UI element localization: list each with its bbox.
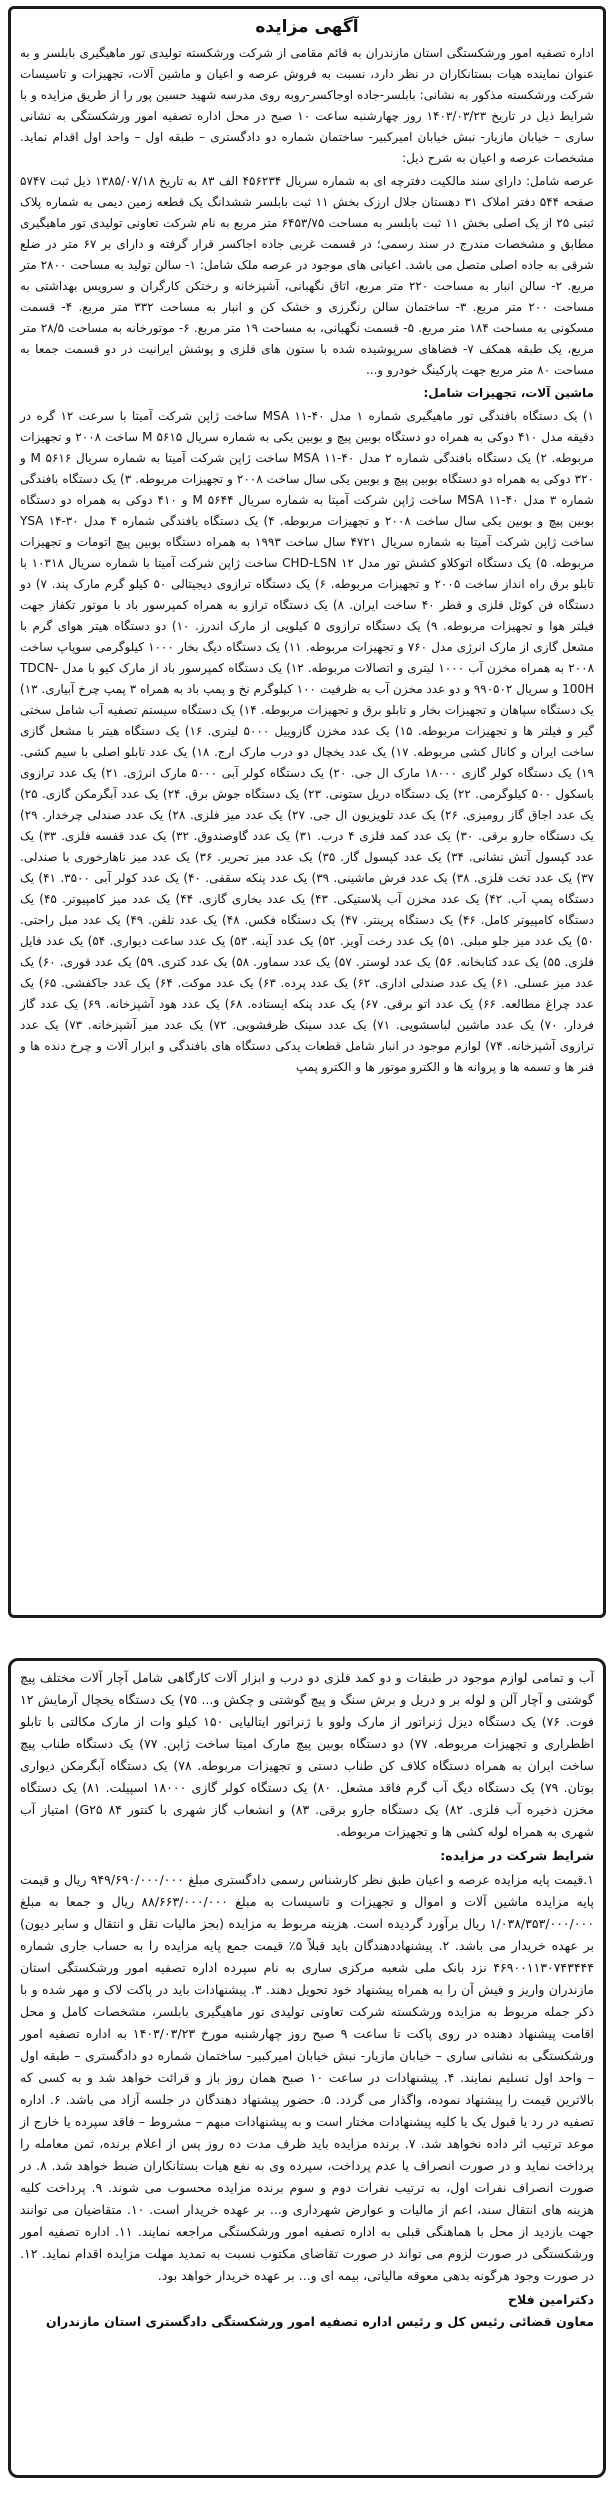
land-and-buildings-description: عرصه شامل: دارای سند مالکیت دفترچه ای به شماره سریال ۴۵۶۲۳۴ الف ۸۳ به تاریخ ۱۳۸۵/۰۷/۱۸ ذیل ثبت ۵۷۴۷ صفحه ۵۴۴ دفتر املاک ۳۱ دهستان جلال ارزک بخش ۱۱ ثبت بابلسر ششدانگ یک قطعه زمین دیمی به شماره پلاک ثبتی ۲۵ از یک اصلی بخش ۱۱ ثبت بابلسر به مساحت ۶۴۵۳/۷۵ متر مربع به نام شرکت تعاونی تولیدی تور ماهیگیری مطابق و مشخصات مندرج در سند رسمی؛ در قسمت غربی جاده اجاکسر قرار گرفته و دارای بر ۶۷ متر در ضلع شرقی به جاده اصلی متصل می باشد. اعیانی های موجود در عرصه ملک شامل: ۱- سالن تولید به مساحت ۲۸۰۰ متر مربع. ۲- سالن انبار به مساحت ۲۲۰ متر مربع، اتاق نگهبانی، آشپزخانه و رختکن کارگران و سرویس بهداشتی به مساحت ۲۰۰ متر مربع. ۳- ساختمان سالن رنگرزی و خشک کن و انبار به مساحت ۳۳۲ متر مربع. ۴- قسمت مسکونی به مساحت ۱۸۴ متر مربع. ۵- قسمت نگهبانی، به مساحت ۱۹ متر مربع. ۶- موتورخانه به مساحت ۲۸/۵ متر مربع، یک طبقه همکف ۷- فضاهای سرپوشیده شده با ستون های فلزی و پوشش ایرانیت در دو قسمت جمعا به مساحت ۸۰ متر مربع جهت پارکینگ خودرو و...: [20, 174, 595, 377]
notice-title: آگهی مزایده: [255, 17, 359, 37]
machinery-list: ۱) یک دستگاه بافندگی تور ماهیگیری شماره ۱ مدل ۴۰-۱۱ MSA ساخت ژاپن شرکت آمیتا با سرعت ۱۲ گره در دقیقه مدل ۴۱۰ دوکی به همراه دو دستگاه بوبین پیچ و بوبین یکی به شماره سریال ۵۶۱۵ M ساخت ۲۰۰۸ و تجهیزات مربوطه. ۲) یک دستگاه بافندگی شماره ۲ مدل ۴۰-۱۱ MSA ساخت ژاپن شرکت آمیتا به شماره سریال ۵۶۱۶ M و ۳۲۰ دوکی به همراه دو دستگاه بوبین پیچ و بوبین یکی سال ساخت ۲۰۰۸ و تجهیزات مربوطه. ۳) یک دستگاه بافندگی شماره ۳ مدل ۴۰-۱۱ MSA ساخت ژاپن شرکت آمیتا به شماره سریال ۵۶۴۴ M و ۴۱۰ دوکی به همراه دو دستگاه بوبین پیچ و بوبین یکی سال ساخت ۲۰۰۸ و تجهیزات مربوطه. ۴) یک دستگاه بافندگی شماره ۴ مدل ۳۰-۱۴ YSA ساخت ژاپن شرکت آمیتا به شماره سریال ۴۷۲۱ سال ساخت ۱۹۹۳ به همراه دستگاه بوبین پیچ اتومات و تجهیزات مربوطه. ۵) یک دستگاه اتوکلاو کشش تور مدل CHD-LSN ۱۲ ساخت ژاپن شرکت آمیتا با شماره سریال ۱۰۳۱۸ با تابلو برق راه انداز ساخت ۲۰۰۵ و تجهیزات مربوطه. ۶) یک دستگاه ترازوی دیجیتالی ۵۰ کیلو گرم مارک پند. ۷) دو دستگاه فن کوئل فلزی و قطر ۴۰ ساخت ایران. ۸) یک دستگاه ترازو به همراه کمپرسور باد با موتور تکفاز جهت فیلتر هوا و تجهیزات مربوطه. ۹) یک دستگاه ترازوی ۵ کیلویی از مارک اندرز. ۱۰) دو دستگاه هیتر هوای گرم با مشعل گازی از مارک انرژی مدل ۷۶۰ و تجهیزات مربوطه. ۱۱) یک دستگاه دیگ بخار ۱۰۰۰ کیلوگرمی سوپاپ ساخت ۲۰۰۸ به همراه مخزن آب ۱۰۰۰ لیتری و اتصالات مربوطه. ۱۲) یک دستگاه کمپرسور باد از مارک کیو با مدل TDCN-100H و سریال ۹۹۰۵۰۲ و دو عدد مخزن آب به ظرفیت ۱۰۰ کیلوگرم نخ و پمپ باد به همراه ۳ پمپ چرخ آبیاری. ۱۳) یک دستگاه سپاهان و تجهیزات بخار و تابلو برق و تجهیزات مربوطه. ۱۴) یک دستگاه سیستم تصفیه آب شامل سختی گیر و فیلتر ها و تجهیزات مربوطه. ۱۵) یک عدد مخزن گازوییل ۵۰۰۰ لیتری. ۱۶) یک دستگاه هیتر با مشعل گازی ساخت ایران و کانال کشی مربوطه. ۱۷) یک عدد یخچال دو درب مارک ارج. ۱۸) یک عدد تابلو اصلی با سیم کشی. ۱۹) یک دستگاه کولر گازی ۱۸۰۰۰ مارک ال جی. ۲۰) یک دستگاه کولر آبی ۵۰۰۰ مارک انرژی. ۲۱) یک عدد ترازوی باسکول ۵۰۰ کیلوگرمی. ۲۲) یک دستگاه دریل ستونی. ۲۳) یک دستگاه جوش برق. ۲۴) یک عدد آبگرمکن گازی. ۲۵) یک عدد اجاق گاز رومیزی. ۲۶) یک عدد تلویزیون ال جی. ۲۷) یک عدد میز فلزی. ۲۸) یک عدد صندلی چرخدار. ۲۹) یک دستگاه جارو برقی. ۳۰) یک عدد کمد فلزی ۴ درب. ۳۱) یک عدد گاوصندوق. ۳۲) یک عدد قفسه فلزی. ۳۳) یک عدد کپسول آتش نشانی. ۳۴) یک عدد کپسول گاز. ۳۵) یک عدد میز تحریر. ۳۶) یک عدد میز ناهارخوری با صندلی. ۳۷) یک عدد تخت فلزی. ۳۸) یک عدد فرش ماشینی. ۳۹) یک عدد پنکه سقفی. ۴۰) یک عدد کولر آبی ۳۵۰۰. ۴۱) یک دستگاه پمپ آب. ۴۲) یک عدد مخزن آب پلاستیکی. ۴۳) یک عدد بخاری گازی. ۴۴) یک عدد میز کامپیوتر. ۴۵) یک دستگاه کامپیوتر کامل. ۴۶) یک دستگاه پرینتر. ۴۷) یک دستگاه فکس. ۴۸) یک عدد تلفن. ۴۹) یک عدد مبل راحتی. ۵۰) یک عدد میز جلو مبلی. ۵۱) یک عدد رخت آویز. ۵۲) یک عدد آینه. ۵۳) یک عدد ساعت دیواری. ۵۴) یک عدد فایل فلزی. ۵۵) یک عدد کتابخانه. ۵۶) یک عدد لوستر. ۵۷) یک عدد سماور. ۵۸) یک عدد کتری. ۵۹) یک عدد قوری. ۶۰) یک عدد میز عسلی. ۶۱) یک عدد صندلی اداری. ۶۲) یک عدد پرده. ۶۳) یک عدد موکت. ۶۴) یک عدد جاکفشی. ۶۵) یک عدد چراغ مطالعه. ۶۶) یک عدد اتو برقی. ۶۷) یک عدد پنکه ایستاده. ۶۸) یک عدد هود آشپزخانه. ۶۹) یک عدد گاز فردار. ۷۰) یک عدد ماشین لباسشویی. ۷۱) یک عدد سینک ظرفشویی. ۷۲) یک عدد میز آشپزخانه. ۷۳) یک عدد ترازوی آشپزخانه. ۷۴) لوازم موجود در انبار شامل قطعات یدکی دستگاه های بافندگی و ابزار آلات و چرخ دنده ها و فنر ها و تسمه ها و پروانه ها و الکترو موتور ها و الکترو پمپ: [20, 409, 595, 1074]
terms-heading: شرایط شرکت در مزایده:: [440, 1848, 594, 1863]
machinery-heading: ماشین آلات، تجهیزات شامل:: [423, 386, 594, 400]
signatory-name: دکترامین فلاح: [508, 2292, 594, 2307]
equipment-list-continued: آب و تمامی لوازم موجود در طبقات و دو کمد فلزی دو درب و ابزار آلات کارگاهی شامل آچار آلات مختلف پیچ گوشتی و آچار آلن و لوله بر و دریل و برش سنگ و پیچ گوشتی و چکش و... ۷۵) یک دستگاه یخچال آرمایش ۱۲ فوت. ۷۶) یک دستگاه دیزل ژنراتور از مارک ولوو با ژنراتور ایتالیایی ۱۵۰ کیلو وات از مارک مکالتی با تابلو اظطراری و تجهیزات مربوطه. ۷۷) دو دستگاه بوبین پیچ مارک امیتا ساخت ژاپن. ۷۷) یک دستگاه طناب پیچ ساخت ایران به همراه دستگاه کلاف کن طناب دستی و تجهیزات مربوطه. ۷۸) یک دستگاه آبگرمکن دیواری بوتان. ۷۹) یک دستگاه دیگ آب گرم فاقد مشعل. ۸۰) یک دستگاه کولر گازی ۱۸۰۰۰ اسپیلت. ۸۱) یک دستگاه مخزن ذخیره آب فلزی. ۸۲) یک دستگاه جارو برقی. ۸۳) و انشعاب گاز شهری با کنتور G۲۵ ۸۴) امتیاز آب شهری به همراه لوله کشی ها و تجهیزات مربوطه.: [20, 1670, 595, 1839]
auction-terms-box: [8, 1658, 606, 2478]
auction-notice-box: [8, 6, 606, 1618]
terms-conditions: ۱.قیمت پایه مزایده عرصه و اعیان طبق نظر کارشناس رسمی دادگستری مبلغ ۹۴۹/۶۹۰/۰۰۰/۰۰۰ ریال و قیمت پایه مزایده ماشین آلات و اموال و تجهیزات و تاسیسات به مبلغ ۸۸/۶۶۳/۰۰۰/۰۰۰ ریال و جمعا به مبلغ ۱/۰۳۸/۳۵۳/۰۰۰/۰۰۰ ریال برآورد گردیده است. هزینه مربوط به مزایده (بجز مالیات نقل و انتقال و سایر دیون) بر عهده خریدار می باشد. ۲. پیشنهاددهندگان باید قبلاً ۵٪ قیمت جمع پایه مزایده را به حساب جاری شماره ۴۶۹۰۰۱۱۳۰۷۴۳۴۴۴ نزد بانک ملی شعبه مرکزی ساری به نام سپرده اداره تصفیه امور ورشکستگی استان مازندران واریز و فیش آن را به همراه پیشنهاد خود تحویل دهند. ۳. پیشنهادات باید در پاکت لاک و مهر شده و با ذکر جمله مربوط به مزایده ورشکسته شرکت تعاونی تولیدی تور ماهیگیری بابلسر، مشخصات کامل و محل اقامت پیشنهاد دهنده در روی پاکت تا ساعت ۹ صبح روز چهارشنبه مورخ ۱۴۰۳/۰۳/۲۳ به اداره تصفیه امور ورشکستگی به نشانی ساری – خیابان مازیار- نبش خیابان امیرکبیر- ساختمان شماره دو دادگستری – طبقه اول – واحد اول تسلیم نمایند. ۴. پیشنهادات در ساعت ۱۰ صبح همان روز باز و قرائت خواهد شد و به کسی که بالاترین قیمت را پیشنهاد نموده، واگذار می گردد. ۵. حضور پیشنهاد دهندگان در جلسه آزاد می باشد. ۶. اداره تصفیه در رد یا قبول یک یا کلیه پیشنهادات مختار است و به پیشنهادات مبهم – مشروط – فاقد سپرده یا خارج از موعد ترتیب اثر داده نخواهد شد. ۷. برنده مزایده باید ظرف مدت ده روز پس از اعلام برنده، ثمن معامله را پرداخت نماید و در صورت انصراف یا عدم پرداخت، سپرده وی به نفع هیات بستانکاران ضبط خواهد شد. ۸. در صورت انصراف نفرات اول، به ترتیب نفرات دوم و سوم برنده مزایده محسوب می شوند. ۹. پرداخت کلیه هزینه های انتقال سند، اعم از مالیات و عوارض شهرداری و... بر عهده خریدار است. ۱۰. متقاضیان می توانند جهت بازدید از محل با هماهنگی قبلی به اداره تصفیه امور ورشکستگی مراجعه نمایند. ۱۱. اداره تصفیه امور ورشکستگی در صورت لزوم می تواند در صورت تقاضای مکتوب نسبت به تمدید مهلت مزایده اقدام نماید. ۱۲. در صورت وجود هرگونه بدهی معوقه مالیاتی، بیمه ای و... بر عهده خریدار خواهد بود.: [20, 1872, 595, 2283]
notice-intro: اداره تصفیه امور ورشکستگی استان مازندران به قائم مقامی از شرکت ورشکسته تولیدی تور ماهیگیری بابلسر و به عنوان نماینده هیات بستانکاران در نظر دارد، نسبت به فروش عرصه و اعیان و ماشین آلات، تجهیزات و تاسیسات شرکت ورشکسته مذکور به نشانی: بابلسر-جاده اوجاکسر-روبه روی مدرسه شهید حسین پور را از طریق مزایده و با شرایط ذیل در تاریخ ۱۴۰۳/۰۳/۲۳ روز چهارشنبه ساعت ۱۰ صبح در محل اداره تصفیه امور ورشکستگی به نشانی ساری – خیابان مازیار- نبش خیابان امیرکبیر- ساختمان شماره دو دادگستری – طبقه اول – واحد اول اقدام نماید. مشخصات عرصه و اعیان به شرح ذیل:: [20, 46, 594, 165]
signatory-title: معاون قضائی رئیس کل و رئیس اداره تصفیه امور ورشکستگی دادگستری استان مازندران: [46, 2314, 594, 2329]
